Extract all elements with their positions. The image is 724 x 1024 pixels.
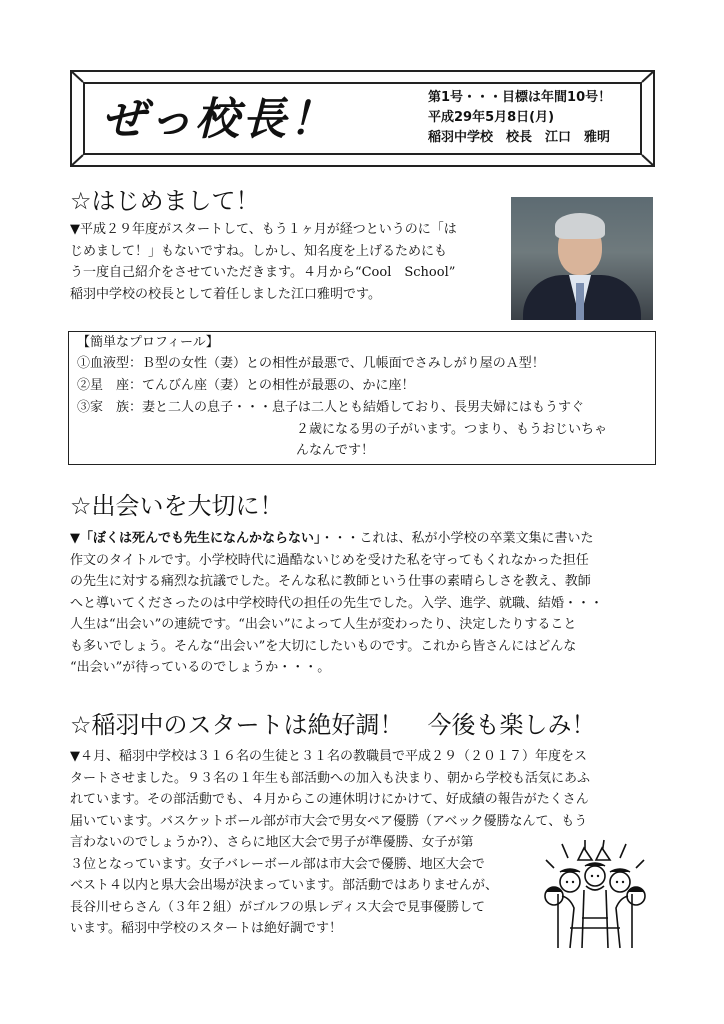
issue-date: 平成29年5月8日(月) [428, 110, 555, 125]
section2-lead [70, 528, 660, 550]
section1-line: じめまして！」もないですね。しかし、知名度を上げるためにも [70, 243, 448, 259]
section3-line: れています。その部活動でも、４月からこの連休明けにかけて、好成績の報告がたくさん [70, 792, 589, 807]
issue-info [428, 88, 611, 148]
author-name: 稲羽中学校 校長 江口 雅明 [428, 130, 611, 145]
section3-line: 届いています。バスケットボール部が市大会で男女ペア優勝（アベック優勝なんて、もう [70, 813, 588, 829]
profile-row-blood [77, 353, 545, 374]
section1-line: ▼平成２９年度がスタートして、もう１ヶ月が経つというのに「は [70, 222, 457, 237]
section2-line: 作文のタイトルです。小学校時代に過酷ないじめを受けた私を守ってもくれなかった担任 [70, 552, 589, 568]
profile-row-family [77, 397, 584, 418]
issue-number: 第1号・・・目標は年間10号！ [428, 90, 612, 105]
profile-box [68, 331, 656, 465]
profile-text: 妻と二人の息子・・・息子は二人とも結婚しており、長男夫婦にはもうすぐ [142, 400, 585, 415]
profile-row-zodiac [77, 375, 415, 396]
section3-line: 長谷川せらさん（３年２組）がゴルフの県レディス大会で見事優勝して [70, 899, 485, 915]
section3-line: ベスト４以内と県大会出場が決まっています。部活動ではありませんが、 [70, 878, 498, 893]
section1-body [70, 219, 502, 305]
essay-title: 「ぼくは死んでも先生になんかならない」 [80, 531, 321, 546]
masthead-title: ぜっ校長！ [102, 94, 337, 145]
profile-label: ②星 座： [77, 378, 143, 393]
section1-line: 稲羽中学校の校長として着任しました江口雅明です。 [70, 286, 381, 302]
section1-line: う一度自己紹介をさせていただきます。４月から“Cool School” [70, 265, 456, 280]
profile-text: Ｂ型の女性（妻）との相性が最悪で、几帳面でさみしがり屋のＡ型！ [142, 356, 545, 371]
section3-line: タートさせました。９３名の１年生も部活動への加入も決まり、朝から学校も活気にあふ [70, 770, 591, 786]
profile-label: ①血液型： [77, 356, 143, 371]
section2-line: も多いでしょう。そんな“出会い”を大切にしたいものです。これから皆さんにはどんな [70, 638, 577, 654]
cheering-students-illustration [540, 838, 650, 950]
profile-heading: 【簡単なプロフィール】 [77, 335, 219, 350]
section2-title: ☆出会いを大切に！ [70, 492, 284, 520]
section3-line: ▼４月、稲羽中学校は３１６名の生徒と３１名の教職員で平成２９（２０１７）年度をス [70, 749, 587, 764]
section1-title: ☆はじめまして！ [70, 187, 260, 215]
section2-line: の先生に対する痛烈な抗議でした。そんな私に教師という仕事の素晴らしさを教え、教師 [70, 574, 591, 589]
section3-line: います。稲羽中学校のスタートは絶好調です！ [70, 921, 342, 936]
lead-marker: ▼ [70, 531, 80, 546]
section3-line: 言わないのでしょうか?）、さらに地区大会で男子が準優勝、女子が第 [70, 835, 474, 850]
section3-title: ☆稲羽中のスタートは絶好調！ 今後も楽しみ！ [70, 711, 596, 739]
profile-text: てんびん座（妻）との相性が最悪の、かに座！ [142, 378, 415, 393]
section2-line: 人生は“出会い”の連続です。“出会い”によって人生が変わったり、決定したりすること [70, 617, 577, 632]
section2-body [70, 528, 660, 679]
lead-rest: ・・・これは、私が小学校の卒業文集に書いた [320, 531, 594, 546]
principal-photo [511, 197, 653, 320]
profile-continuation: んなんです！ [296, 443, 375, 458]
section3-line: ３位となっています。女子バレーボール部は市大会で優勝、地区大会で [70, 856, 485, 872]
section2-line: へと導いてくださったのは中学校時代の担任の先生でした。入学、進学、就職、結婚・・・ [70, 595, 604, 611]
section2-line: “出会い”が待っているのでしょうか・・・。 [70, 660, 331, 675]
profile-label: ③家 族： [77, 400, 143, 415]
profile-continuation: ２歳になる男の子がいます。つまり、もうおじいちゃ [296, 422, 607, 437]
